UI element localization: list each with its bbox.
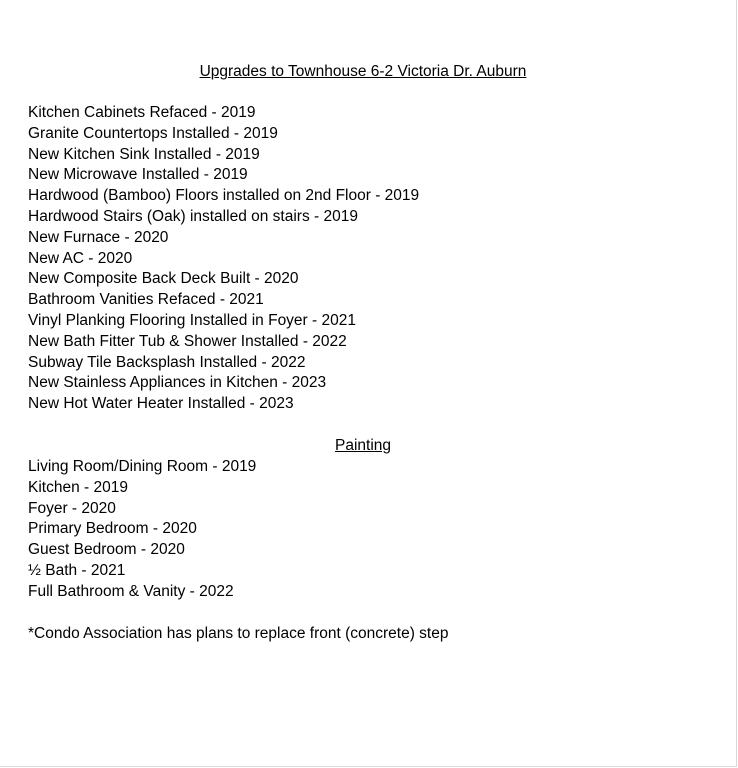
list-item: New Hot Water Heater Installed - 2023 [28, 395, 294, 413]
painting-list [28, 457, 256, 603]
list-item: Vinyl Planking Flooring Installed in Foyer - 2021 [28, 311, 356, 329]
document-title: Upgrades to Townhouse 6-2 Victoria Dr. Auburn [199, 63, 527, 80]
list-item: Foyer - 2020 [28, 499, 116, 517]
list-item: Full Bathroom & Vanity - 2022 [28, 582, 234, 600]
list-item: Bathroom Vanities Refaced - 2021 [28, 291, 264, 309]
footnote: *Condo Association has plans to replace front (concrete) step [28, 625, 449, 642]
list-item: ½ Bath - 2021 [28, 561, 126, 579]
list-item: New Furnace - 2020 [28, 228, 169, 246]
list-item: Subway Tile Backsplash Installed - 2022 [28, 353, 306, 371]
list-item: New Bath Fitter Tub & Shower Installed - 2022 [28, 332, 347, 350]
list-item: New Microwave Installed - 2019 [28, 166, 248, 184]
list-item: New AC - 2020 [28, 249, 133, 267]
list-item: New Composite Back Deck Built - 2020 [28, 270, 299, 288]
list-item: New Stainless Appliances in Kitchen - 2023 [28, 374, 327, 392]
list-item: Primary Bedroom - 2020 [28, 520, 197, 538]
list-item: Guest Bedroom - 2020 [28, 541, 185, 559]
list-item: Granite Countertops Installed - 2019 [28, 124, 278, 142]
list-item: New Kitchen Sink Installed - 2019 [28, 145, 260, 163]
list-item: Living Room/Dining Room - 2019 [28, 458, 257, 475]
list-item: Kitchen Cabinets Refaced - 2019 [28, 104, 256, 121]
list-item: Kitchen - 2019 [28, 478, 128, 496]
list-item: Hardwood Stairs (Oak) installed on stairs - 2019 [28, 207, 358, 225]
painting-heading: Painting [334, 437, 391, 454]
list-item: Hardwood (Bamboo) Floors installed on 2nd Floor - 2019 [28, 187, 420, 205]
upgrades-list [28, 103, 419, 415]
